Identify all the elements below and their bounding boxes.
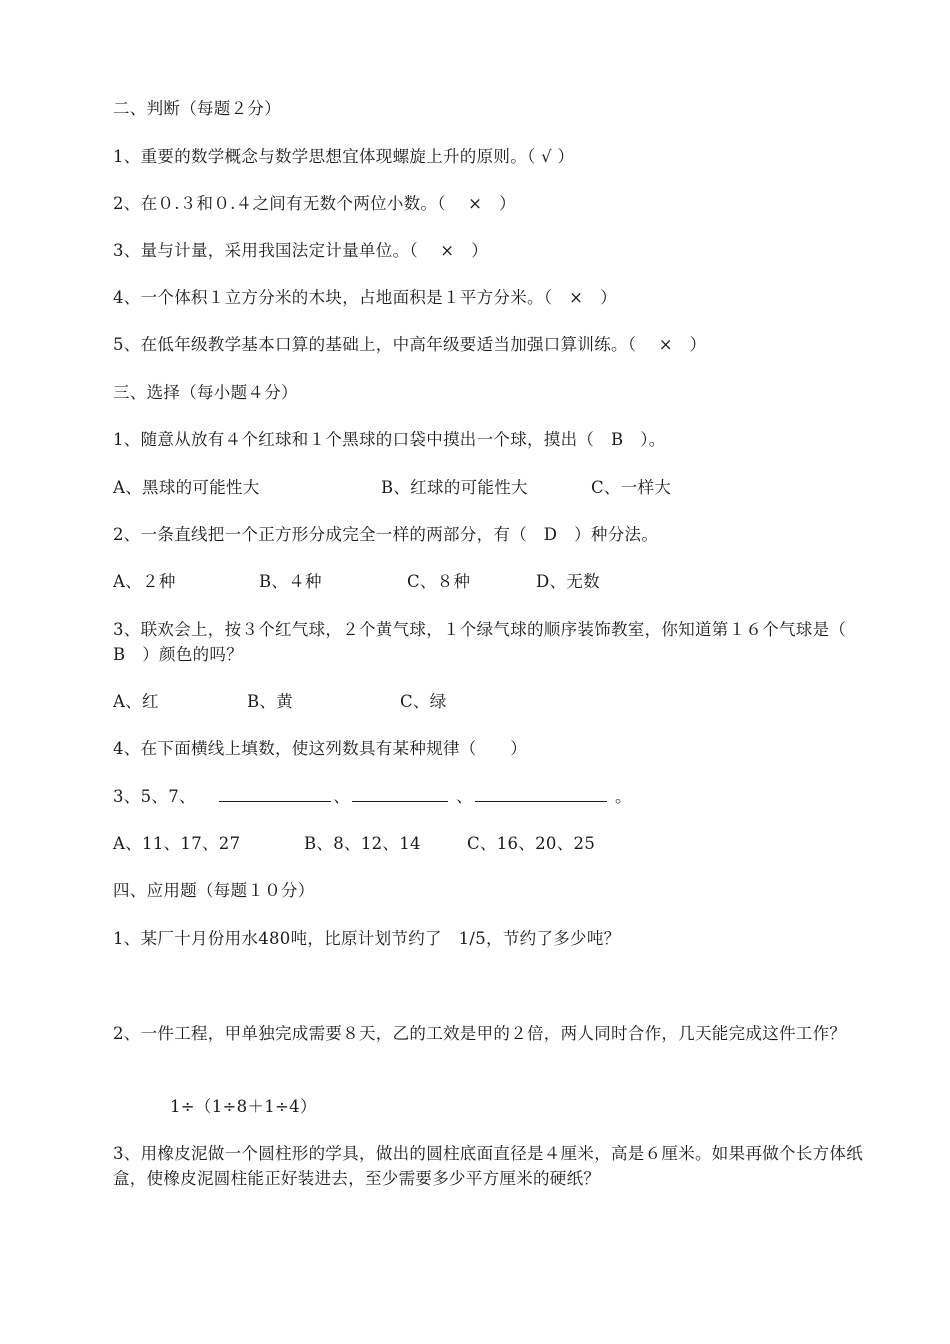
section-2-title: 二、判断（每题２分） — [113, 99, 281, 118]
judge-item-3: 3、量与计量，采用我国法定计量单位。（ × ） — [113, 241, 489, 260]
choice-q4: 4、在下面横线上填数，使这列数具有某种规律（ ） — [113, 739, 527, 758]
choice-q1: 1、随意从放有４个红球和１个黑球的口袋中摸出一个球，摸出（ B ）。 — [113, 430, 666, 449]
judge-item-2: 2、在０.３和０.４之间有无数个两位小数。（ × ） — [113, 194, 516, 213]
application-q2-answer: 1÷（1÷8＋1÷4） — [170, 1097, 317, 1116]
sequence-end: 。 — [614, 787, 632, 806]
blank-3 — [475, 786, 607, 802]
choice-q4-sequence — [113, 785, 863, 809]
choice-q2-option-d: D、无数 — [536, 572, 600, 591]
sequence-sep-1: 、 — [333, 787, 351, 806]
choice-q3-option-c: C、绿 — [400, 692, 447, 711]
choice-q1-option-c: C、一样大 — [591, 478, 672, 497]
judge-item-5: 5、在低年级教学基本口算的基础上，中高年级要适当加强口算训练。（ × ） — [113, 335, 707, 354]
choice-q3-option-b: B、黄 — [247, 692, 294, 711]
application-q2: 2、一件工程，甲单独完成需要８天，乙的工效是甲的２倍，两人同时合作，几天能完成这件工作？ — [113, 1024, 847, 1043]
choice-q3: 3、联欢会上，按３个红气球，２个黄气球，１个绿气球的顺序装饰教室，你知道第１６个气球是（ B ）颜色的吗？ — [113, 620, 864, 664]
judge-item-1: 1、重要的数学概念与数学思想宜体现螺旋上升的原则。（ √ ） — [113, 147, 575, 166]
application-q1: 1、某厂十月份用水480吨，比原计划节约了 1/5，节约了多少吨？ — [113, 929, 621, 948]
section-4-title: 四、应用题（每题１０分） — [113, 881, 315, 900]
blank-1 — [219, 786, 331, 802]
choice-q4-option-c: C、16、20、25 — [467, 834, 596, 853]
judge-item-4: 4、一个体积１立方分米的木块，占地面积是１平方分米。（ × ） — [113, 288, 617, 307]
choice-q4-option-b: B、8、12、14 — [304, 834, 421, 853]
choice-q2-option-b: B、４种 — [259, 572, 322, 591]
choice-q1-option-b: B、红球的可能性大 — [381, 478, 528, 497]
application-q3: 3、用橡皮泥做一个圆柱形的学具，做出的圆柱底面直径是４厘米，高是６厘米。如果再做个长方体纸盒，使橡皮泥圆柱能正好装进去，至少需要多少平方厘米的硬纸？ — [113, 1144, 863, 1188]
choice-q2-option-c: C、８种 — [407, 572, 471, 591]
blank-2 — [352, 786, 448, 802]
choice-q2: 2、一条直线把一个正方形分成完全一样的两部分，有（ D ）种分法。 — [113, 525, 659, 544]
sequence-sep-2: 、 — [456, 787, 473, 806]
section-3-title: 三、选择（每小题４分） — [113, 383, 298, 402]
choice-q2-option-a: A、２种 — [113, 572, 176, 591]
choice-q4-option-a: A、11、17、27 — [113, 834, 241, 853]
choice-q3-option-a: A、红 — [113, 692, 159, 711]
choice-q1-option-a: A、黑球的可能性大 — [113, 478, 260, 497]
sequence-start: 3、5、7、 — [113, 787, 196, 806]
